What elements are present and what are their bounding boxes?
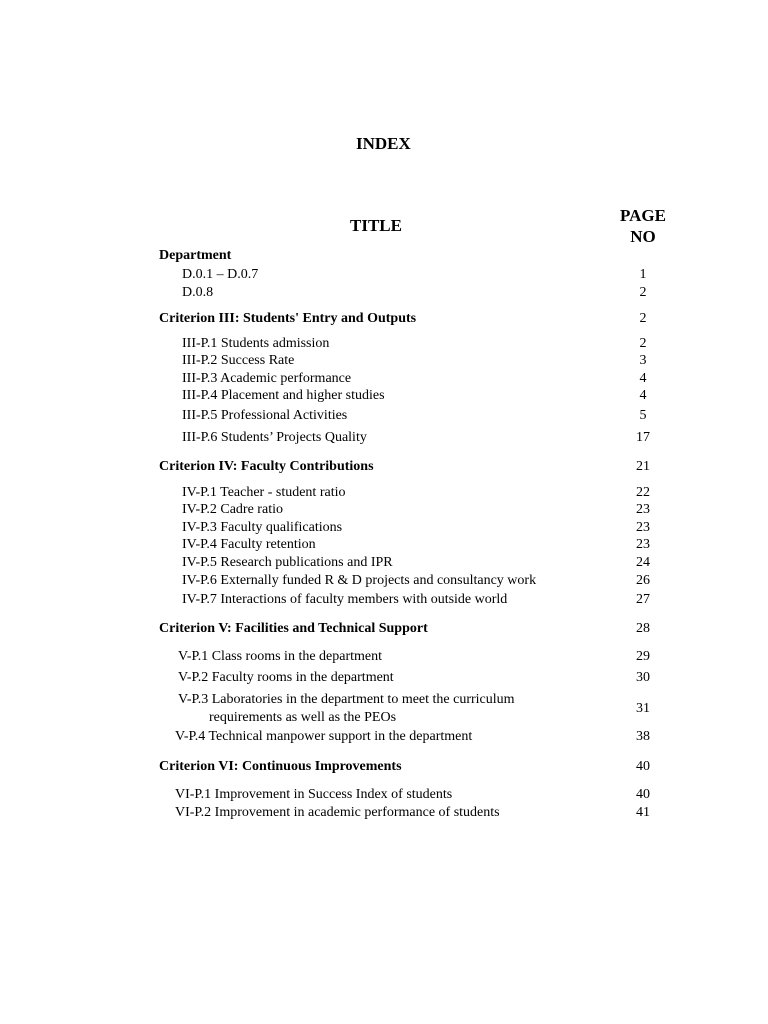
toc-entry-page: 23 xyxy=(636,537,650,552)
toc-entry-label: IV-P.5 Research publications and IPR xyxy=(182,555,393,570)
toc-entry-label: IV-P.4 Faculty retention xyxy=(182,537,316,552)
criterion-page: 2 xyxy=(639,311,647,326)
toc-entry-page: 2 xyxy=(639,285,647,300)
toc-entry-label: III-P.3 Academic performance xyxy=(182,371,352,386)
toc-entry-label: V-P.4 Technical manpower support in the department xyxy=(175,729,473,744)
toc-entry-label: V-P.3 Laboratories in the department to meet the curriculum xyxy=(178,692,515,707)
toc-entry-label: D.0.1 – D.0.7 xyxy=(182,267,259,282)
criterion-page: 28 xyxy=(636,621,650,636)
toc-entry-page: 22 xyxy=(636,485,650,500)
toc-entry-label: III-P.2 Success Rate xyxy=(182,353,295,368)
toc-entry-label: IV-P.7 Interactions of faculty members with outside world xyxy=(182,592,508,607)
criterion-page: 21 xyxy=(636,459,650,474)
toc-entry-page: 41 xyxy=(636,805,650,820)
criterion-heading: Criterion IV: Faculty Contributions xyxy=(159,459,374,474)
toc-entry-label: IV-P.3 Faculty qualifications xyxy=(182,520,343,535)
toc-entry-page: 24 xyxy=(636,555,650,570)
toc-entry-page: 17 xyxy=(636,430,650,445)
toc-entry-page: 5 xyxy=(639,408,647,423)
toc-entry-page: 40 xyxy=(636,787,650,802)
criterion-heading: Criterion V: Facilities and Technical Support xyxy=(159,621,428,636)
toc-entry-page: 4 xyxy=(639,388,647,403)
toc-entry-label: III-P.4 Placement and higher studies xyxy=(182,388,385,403)
criterion-heading: Criterion VI: Continuous Improvements xyxy=(159,759,402,774)
toc-entry-page: 26 xyxy=(636,573,650,588)
toc-entry-label: IV-P.2 Cadre ratio xyxy=(182,502,283,517)
toc-entry-label: III-P.6 Students’ Projects Quality xyxy=(182,430,367,445)
toc-entry-label: VI-P.1 Improvement in Success Index of students xyxy=(175,787,453,802)
toc-entry-label: VI-P.2 Improvement in academic performance of students xyxy=(175,805,500,820)
toc-entry-page: 1 xyxy=(639,267,647,282)
toc-entry-page: 30 xyxy=(636,670,650,685)
toc-entry-page: 23 xyxy=(636,502,650,517)
toc-entry-page: 38 xyxy=(636,729,650,744)
toc-entry-label: V-P.1 Class rooms in the department xyxy=(178,649,383,664)
department-heading: Department xyxy=(159,248,232,263)
toc-entry-label: D.0.8 xyxy=(182,285,214,300)
toc-entry-page: 3 xyxy=(639,353,647,368)
criterion-page: 40 xyxy=(636,759,650,774)
column-header-title: TITLE xyxy=(350,216,402,235)
toc-entry-page: 23 xyxy=(636,520,650,535)
toc-entry-label: V-P.2 Faculty rooms in the department xyxy=(178,670,394,685)
toc-entry-label: IV-P.1 Teacher - student ratio xyxy=(182,485,346,500)
toc-entry-page: 4 xyxy=(639,371,647,386)
criterion-heading: Criterion III: Students' Entry and Outputs xyxy=(159,311,417,326)
toc-entry-label: IV-P.6 Externally funded R & D projects and consultancy work xyxy=(182,573,537,588)
column-header-page-line1: PAGE xyxy=(620,206,666,225)
toc-entry-page: 27 xyxy=(636,592,650,607)
toc-entry-page: 31 xyxy=(636,701,650,716)
toc-entry-label-continued: requirements as well as the PEOs xyxy=(209,710,397,725)
index-title: INDEX xyxy=(356,134,411,153)
toc-entry-page: 2 xyxy=(639,336,647,351)
toc-entry-label: III-P.1 Students admission xyxy=(182,336,330,351)
toc-entry-page: 29 xyxy=(636,649,650,664)
column-header-page-line2: NO xyxy=(630,227,656,246)
toc-entry-label: III-P.5 Professional Activities xyxy=(182,408,348,423)
